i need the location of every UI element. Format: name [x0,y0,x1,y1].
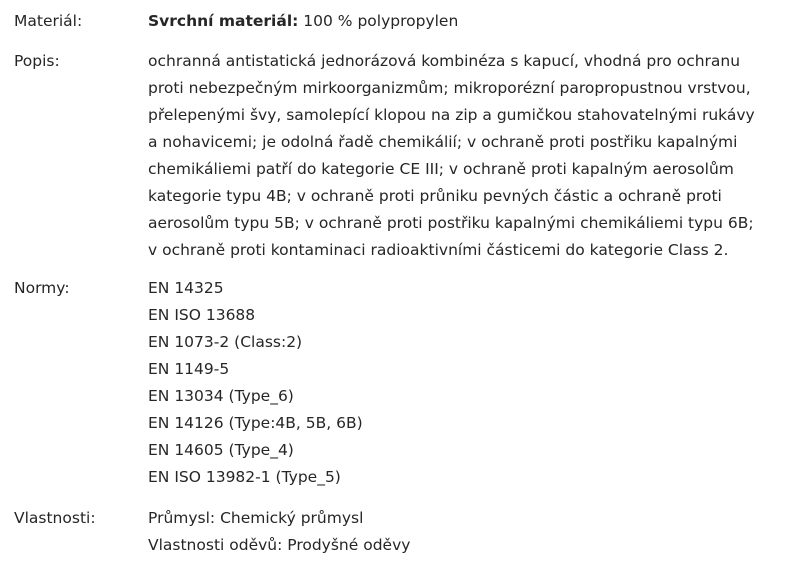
material-value [148,8,798,35]
norm-item: EN 1149-5 [148,360,230,378]
vlastnosti-list [148,505,798,559]
material-text: 100 % polypropylen [303,12,459,30]
norm-item: EN ISO 13688 [148,306,256,324]
spec-row-normy [14,264,798,491]
norm-item: EN 1073-2 (Class:2) [148,333,303,351]
spec-row-vlastnosti [14,491,798,559]
popis-line: přelepenými švy, samolepící klopou na zip a gumičkou stahovatelnými rukávy [148,106,755,124]
popis-line: a nohavicemi; je odolná řadě chemikálií; v ochraně proti postřiku kapalnými [148,133,738,151]
normy-list [148,275,798,491]
popis-line: kategorie typu 4B; v ochraně proti průniku pevných částic a ochraně proti [148,187,722,205]
normy-label: Normy: [14,279,70,297]
vlastnost-item: Vlastnosti oděvů: Prodyšné oděvy [148,536,411,554]
popis-text [148,48,798,264]
norm-item: EN 14325 [148,279,224,297]
norm-item: EN ISO 13982-1 (Type_5) [148,468,341,486]
material-label: Materiál: [14,12,83,30]
vlastnost-item: Průmysl: Chemický průmysl [148,509,364,527]
spec-row-popis [14,35,798,264]
vlastnosti-label: Vlastnosti: [14,509,96,527]
popis-line: chemikáliemi patří do kategorie CE III; v ochraně proti kapalným aerosolům [148,160,734,178]
popis-line: proti nebezpečným mirkoorganizmům; mikroporézní paropropustnou vrstvou, [148,79,751,97]
material-key: Svrchní materiál: [148,12,299,30]
norm-item: EN 13034 (Type_6) [148,387,294,405]
spec-row-material [14,0,798,35]
popis-line: v ochraně proti kontaminaci radioaktivními částicemi do kategorie Class 2. [148,241,729,259]
product-spec-table [14,0,798,559]
popis-line: aerosolům typu 5B; v ochraně proti postřiku kapalnými chemikáliemi typu 6B; [148,214,754,232]
norm-item: EN 14605 (Type_4) [148,441,294,459]
popis-label: Popis: [14,52,60,70]
norm-item: EN 14126 (Type:4B, 5B, 6B) [148,414,363,432]
popis-line: ochranná antistatická jednorázová kombinéza s kapucí, vhodná pro ochranu [148,52,741,70]
